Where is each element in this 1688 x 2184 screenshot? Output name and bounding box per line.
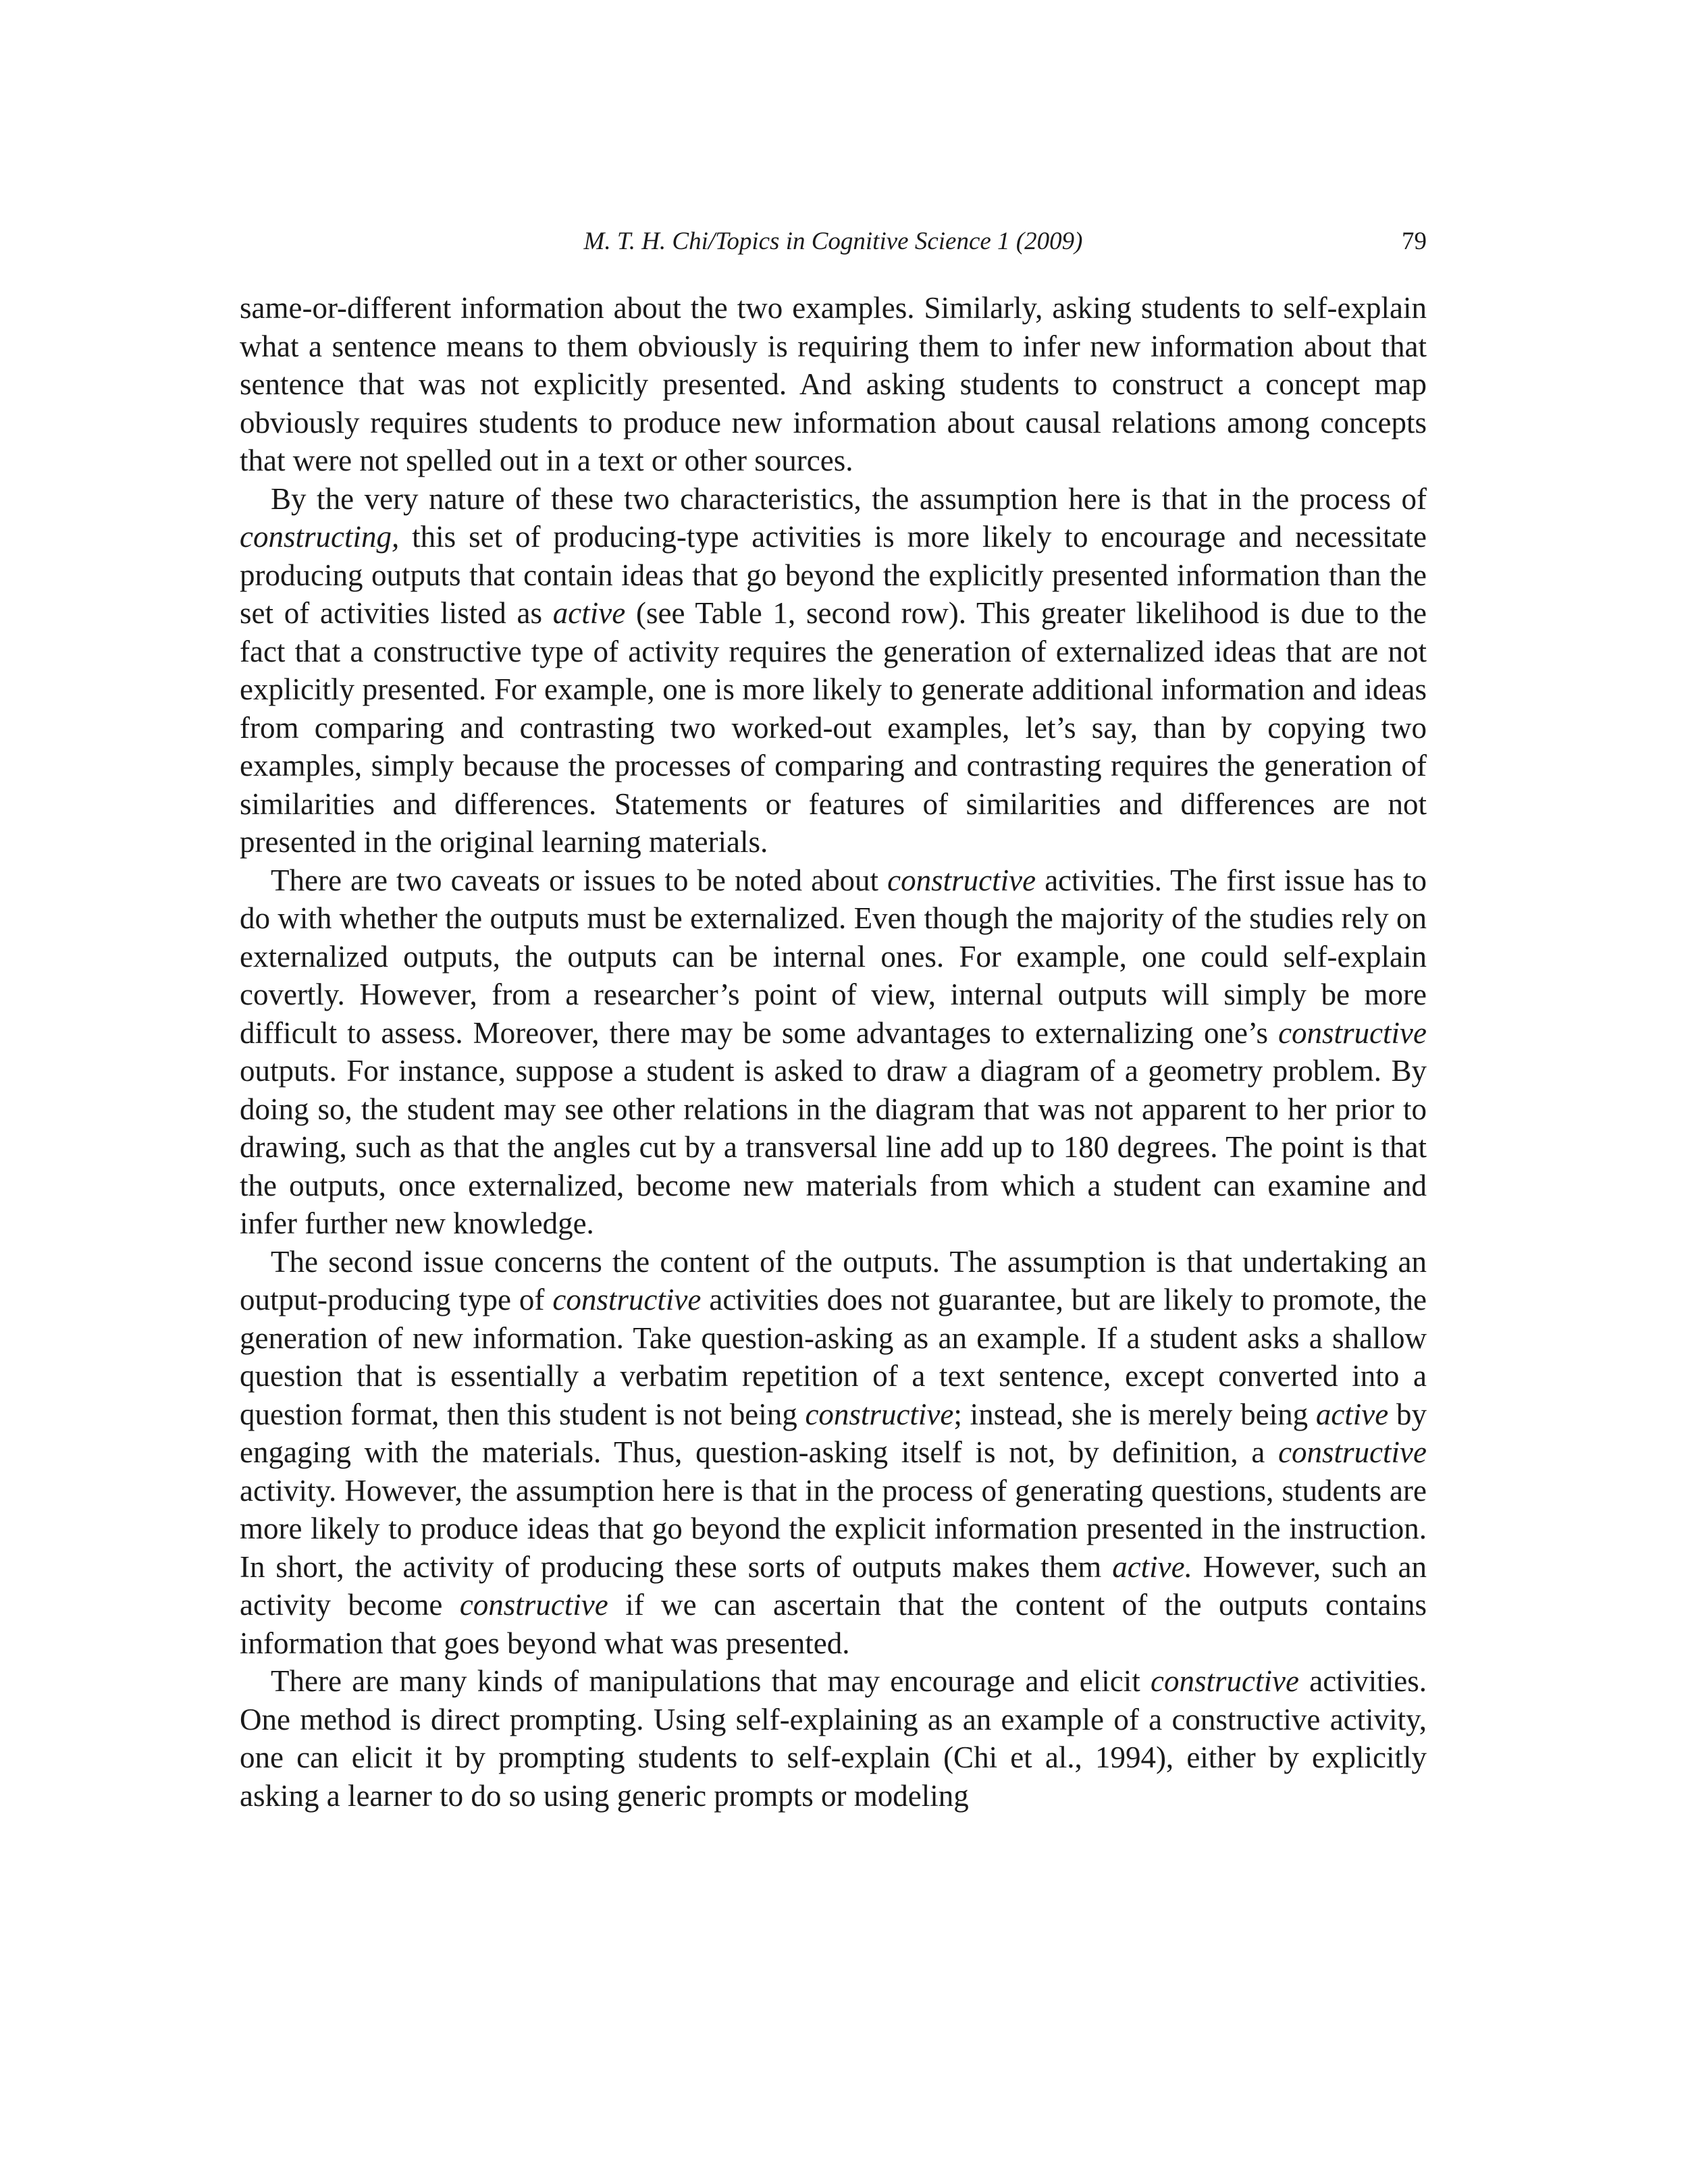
paragraph-3	[240, 861, 1427, 1243]
text-run: However, such an activity become	[240, 1549, 1427, 1622]
text-run: There are many kinds of manipulations that may encourage and elicit	[271, 1664, 1151, 1698]
italic-term: constructive	[1278, 1015, 1427, 1050]
paragraph-5	[240, 1662, 1427, 1815]
italic-term: constructive	[887, 863, 1036, 897]
text-run: outputs. For instance, suppose a student is asked to draw a diagram of a geometry problem. By doing so, the student may see other relations in the diagram that was not apparent to her prior to drawing, such as that the angles cut by a transversal line add up to 180 degrees. The point is that the outputs, once externalized, become new materials from which a student can examine and infer further new knowledge.	[240, 1054, 1427, 1240]
italic-term: active	[1315, 1397, 1389, 1431]
text-run: activities does not guarantee, but are likely to promote, the generation of new information. Take question-asking as an example. If a student asks a shallow question that is essentially a verbatim repetition of a text sentence, except converted into a question format, then this student is not being	[240, 1283, 1427, 1431]
italic-term: constructive	[1151, 1664, 1299, 1698]
paragraph-4	[240, 1243, 1427, 1663]
text-run: activities. The first issue has to do with whether the outputs must be externalized. Even though the majority of the studies rely on externalized outputs, the outputs can be internal ones. For example, one could self-explain covertly. However, from a researcher’s point of view, internal outputs will simply be more difficult to assess. Moreover, there may be some advantages to externalizing one’s	[240, 863, 1427, 1050]
italic-term: constructive	[805, 1397, 954, 1431]
italic-term: constructive	[552, 1283, 702, 1316]
italic-term: constructive	[459, 1588, 608, 1622]
text-run: By the very nature of these two characteristics, the assumption here is that in the process of	[271, 481, 1427, 516]
text-run: The second issue concerns the content of the outputs. The assumption is that undertaking an output-producing type of	[240, 1244, 1427, 1316]
text-run: activities. One method is direct prompting. Using self-explaining as an example of a constructive activity, one can elicit it by prompting students to self-explain (Chi et al., 1994), either by explicitly asking a learner to do so using generic prompts or modeling	[240, 1664, 1427, 1813]
italic-term: constructing,	[240, 520, 400, 554]
text-run: if we can ascertain that the content of the outputs contains information that goes beyond what was presented.	[240, 1588, 1427, 1660]
paragraph-1	[240, 289, 1427, 480]
text-run: same-or-different information about the two examples. Similarly, asking students to self-explain what a sentence means to them obviously is requiring them to infer new information about that sentence that was not explicitly presented. And asking students to construct a concept map obviously requires students to produce new information about causal relations among concepts that were not spelled out in a text or other sources.	[240, 291, 1427, 477]
text-run: activity. However, the assumption here is that in the process of generating questions, students are more likely to produce ideas that go beyond the explicit information presented in the instruction. In short, the activity of producing these sorts of outputs makes them	[240, 1473, 1427, 1584]
paragraph-2	[240, 480, 1427, 861]
text-run: (see Table 1, second row). This greater likelihood is due to the fact that a constructive type of activity requires the generation of externalized ideas that are not explicitly presented. For example, one is more likely to generate additional information and ideas from comparing and contrasting two worked-out examples, let’s say, than by copying two examples, simply because the processes of comparing and contrasting requires the generation of similarities and differences. Statements or features of similarities and differences are not presented in the original learning materials.	[240, 596, 1427, 859]
running-title: M. T. H. Chi/Topics in Cognitive Science 1 (2009)	[583, 228, 1083, 255]
text-run: There are two caveats or issues to be noted about	[271, 863, 888, 897]
italic-term: active.	[1112, 1549, 1192, 1584]
italic-term: constructive	[1278, 1435, 1427, 1469]
page-number: 79	[1402, 228, 1427, 255]
text-run: by engaging with the materials. Thus, question-asking itself is not, by definition, a	[240, 1397, 1427, 1469]
running-head	[240, 221, 1427, 262]
body-text	[240, 289, 1427, 1815]
italic-term: active	[552, 596, 626, 630]
text-run: this set of producing-type activities is more likely to encourage and necessitate producing outputs that contain ideas that go beyond the explicitly presented information than the set of activities listed as	[240, 520, 1427, 630]
text-run: ; instead, she is merely being	[953, 1397, 1316, 1431]
